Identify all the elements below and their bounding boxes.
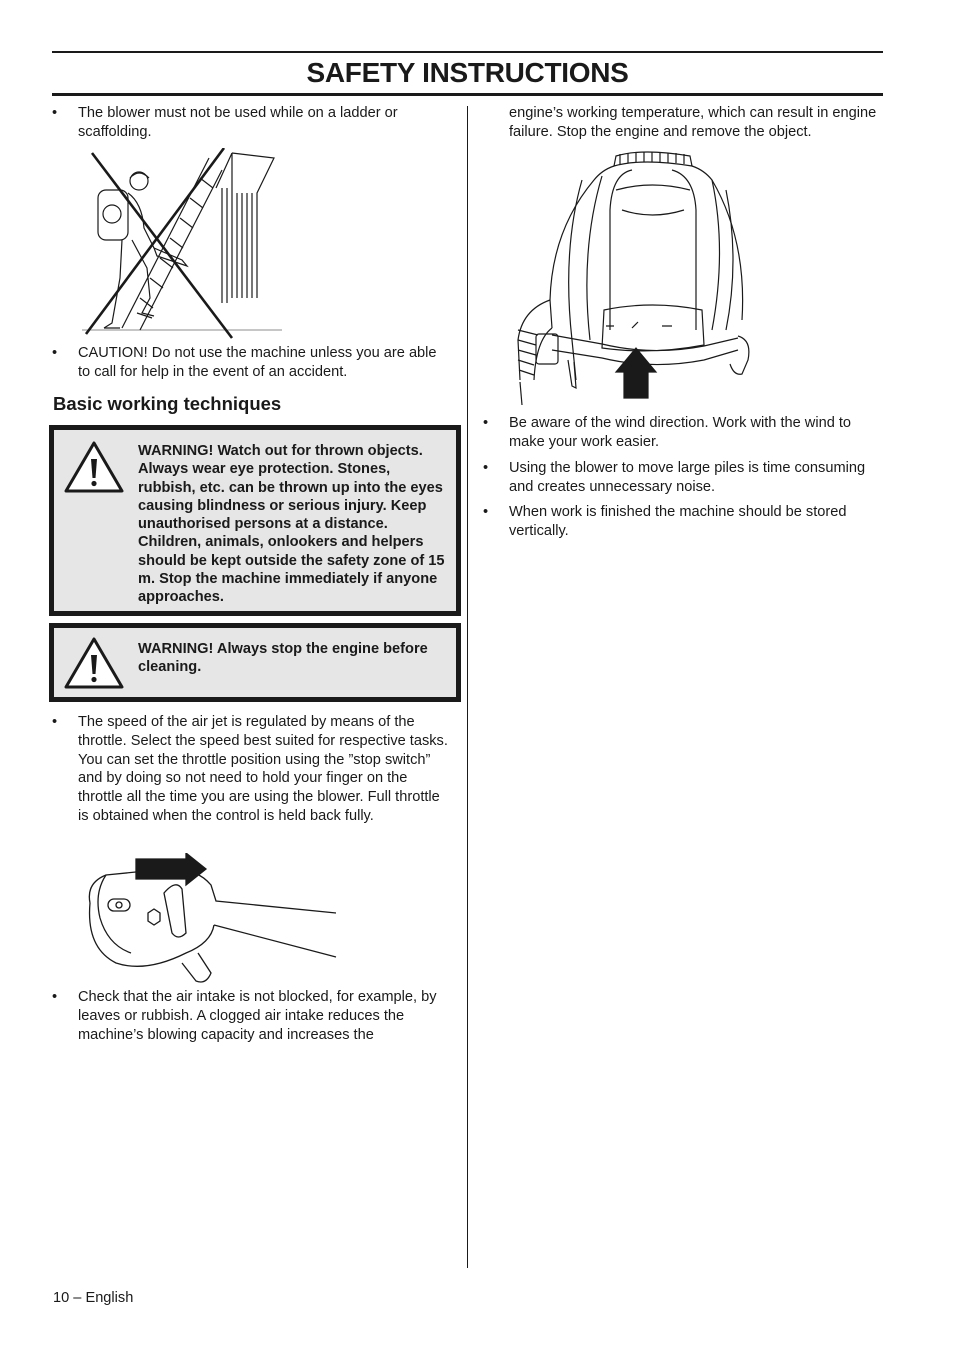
bullet-text-piles: Using the blower to move large piles is time consuming and creates unnecessary noise. xyxy=(509,460,866,495)
section-heading: Basic working techniques xyxy=(53,393,282,414)
bullet-text-intake: Check that the air intake is not blocked, for example, by leaves or rubbish. A clogged air intake reduces the machine’s blowing capacity and increases the xyxy=(78,989,437,1043)
bullet-dot: • xyxy=(483,415,489,431)
warning-text-thrown-objects: WARNING! Watch out for thrown objects. Always wear eye protection. Stones, rubbish, etc. can be thrown up into the eyes causing blindness or serious injury. Keep unauthorised persons at a distance. Children, animals, onlookers and helpers should be kept outside the safety zone of 15 m. Stop the machine immediately if anyone approaches. xyxy=(138,443,445,606)
warning-triangle-icon xyxy=(63,636,125,690)
header-rule-bottom xyxy=(52,93,883,96)
bullet-dot: • xyxy=(52,105,58,121)
warning-text-cleaning: WARNING! Always stop the engine before cleaning. xyxy=(138,641,428,676)
warning-box-thrown-objects xyxy=(49,425,461,616)
arrow-up-icon xyxy=(616,348,656,398)
ladder-illustration xyxy=(82,148,282,340)
bullet-dot: • xyxy=(52,714,58,730)
backpack-blower-illustration xyxy=(512,150,752,412)
warning-triangle-icon xyxy=(63,440,125,494)
bullet-dot: • xyxy=(483,504,489,520)
bullet-text-ladder: The blower must not be used while on a ladder or scaffolding. xyxy=(78,105,398,140)
warning-box-cleaning xyxy=(49,623,461,702)
bullet-dot: • xyxy=(52,345,58,361)
page-footer: 10 – English xyxy=(53,1290,134,1306)
page-title: SAFETY INSTRUCTIONS xyxy=(306,57,629,88)
throttle-illustration xyxy=(86,853,340,985)
bullet-text-storage: When work is finished the machine should be stored vertically. xyxy=(509,504,847,539)
bullet-text-wind: Be aware of the wind direction. Work with the wind to make your work easier. xyxy=(509,415,852,450)
bullet-text-throttle: The speed of the air jet is regulated by means of the throttle. Select the speed best suited for respective tasks. You can set the throttle position using the ”stop switch” and by doing so not need to hold your finger on the throttle all the time you are using the blower. Full throttle is obtained when the control is held back fully. xyxy=(78,714,448,824)
bullet-dot: • xyxy=(52,989,58,1005)
continuation-text: engine’s working temperature, which can result in engine failure. Stop the engine and remove the object. xyxy=(509,105,877,140)
column-divider xyxy=(467,106,468,1268)
bullet-text-caution: CAUTION! Do not use the machine unless you are able to call for help in the event of an accident. xyxy=(78,345,437,380)
header-rule-top xyxy=(52,51,883,53)
bullet-dot: • xyxy=(483,460,489,476)
